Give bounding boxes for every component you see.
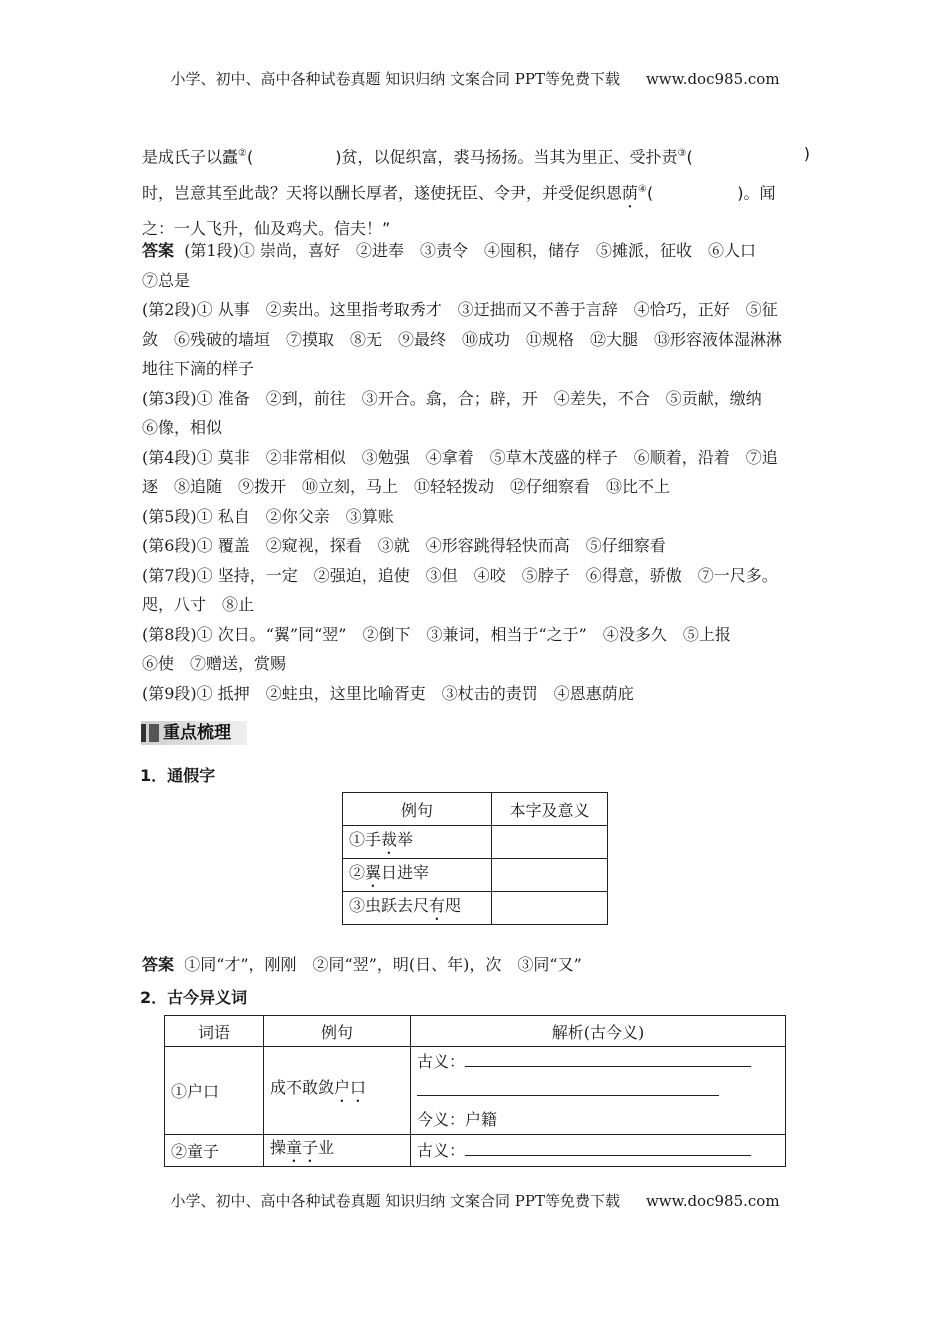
dotted-char: 翼 [365,862,382,882]
table-row [343,826,608,859]
dotted-char: 有 [429,895,446,915]
answer-text: ①同“才”，刚刚 ②同“翌”，明(日、年)，次 ③同“又” [184,955,582,974]
answer-blank[interactable] [465,1139,751,1156]
answer-row: (第5段)① 私自 ②你父亲 ③算账 [142,506,394,526]
answer-label: 答案 [142,955,175,974]
paren-open: ( [686,147,693,167]
answer-row: (第2段)① 从事 ②卖出。这里指考取秀才 ③迂拙而又不善于言辞 ④恰巧，正好 ⑤征 [142,300,778,319]
jin-line: 今义：户籍 [417,1110,498,1129]
example-cell [343,892,492,925]
footer-url[interactable]: www.doc985.com [645,1192,780,1210]
page-header [0,68,950,89]
answer-text: (第1段)① 崇尚，喜好 ②进奉 ③责令 ④囤积，储存 ⑤摊派，征收 ⑥人口 [184,241,756,260]
answer-blank[interactable] [465,1050,751,1067]
answer-row: (第3段)① 准备 ②到，前往 ③开合。翕，合；辟，开 ④差失，不合 ⑤贡献，缴纳 [142,388,762,408]
answer-row: ⑦总是 [142,270,191,290]
passage-text: 时，岂意其至此哉？天将以酬长厚者，遂使抚臣、令尹，并受促织恩 [142,183,623,203]
word-cell: ②童子 [165,1135,264,1167]
answer-row: 咫，八寸 ⑧止 [142,595,255,614]
column-header: 本字及意义 [492,793,608,826]
answer-row [142,950,810,980]
cell-text: 操 [270,1138,287,1157]
example-cell [264,1135,411,1167]
gu-line [417,1047,779,1076]
column-header: 词语 [165,1016,264,1047]
dotted-char: 户口 [334,1078,367,1097]
footer-text: 小学、初中、高中各种试卷真题 知识归纳 文案合同 PPT等免费下载 [170,1192,620,1210]
analysis-cell [411,1135,786,1167]
answer-row: 敛 ⑥残破的墙垣 ⑦摸取 ⑧无 ⑨最终 ⑩成功 ⑪规格 ⑫大腿 ⑬形容液体湿淋淋 [142,329,783,349]
paren-open: ( [246,147,254,167]
column-header: 解析(古今义) [411,1016,786,1047]
section-marker [149,724,159,742]
dotted-char: 裁 [381,829,398,849]
example-cell [343,859,492,892]
page-footer [0,1190,950,1211]
subheading-tongjiazi: 1．通假字 [140,766,216,785]
table-row [343,892,608,925]
analysis-cell [411,1047,786,1135]
passage-line-1 [142,139,810,171]
header-text: 小学、初中、高中各种试卷真题 知识归纳 文案合同 PPT等免费下载 [170,70,620,88]
paren-open: ( [647,183,654,203]
gu-line-cont [417,1076,779,1105]
cell-text: 业 [318,1138,335,1157]
subheading-gujinyiyi: 2．古今异义词 [140,988,248,1007]
answer-row: (第6段)① 覆盖 ②窥视，探看 ③就 ④形容跳得轻快而高 ⑤仔细察看 [142,536,666,555]
cell-text: 举 [397,829,414,849]
passage-line-2 [142,175,810,211]
cell-text: 成不敢敛 [270,1078,335,1097]
answer-row: (第4段)① 莫非 ②非常相似 ③勉强 ④拿着 ⑤草木茂盛的样子 ⑥顺着，沿着 ⑦追 [142,447,778,467]
answer-row [142,236,810,266]
cell-text: 咫 [445,895,462,915]
answer-cell[interactable] [492,826,608,859]
gu-label: 古义： [417,1141,466,1160]
answer-row: 逐 ⑧追随 ⑨拨开 ⑩立刻，马上 ⑪轻轻拨动 ⑫仔细察看 ⑬比不上 [142,477,671,496]
gu-label: 古义： [417,1052,466,1071]
passage [142,139,810,243]
table-row [165,1135,786,1167]
note-ref: ③ [677,148,687,159]
table-header-row [343,793,608,826]
dotted-char: 荫 [622,183,639,203]
answer-cell[interactable] [492,892,608,925]
answer-row: ⑥使 ⑦赠送，赏赐 [142,654,287,673]
tongjiazi-table [342,792,608,925]
answer-label: 答案 [142,241,175,260]
answer-cell[interactable] [492,859,608,892]
passage-text: )。闻 [737,183,776,203]
answer-blank[interactable] [417,1079,719,1096]
example-cell [264,1047,411,1135]
passage-text: )贫，以促织富，裘马扬扬。当其为里正、受扑责 [335,147,678,167]
passage-text: 之：一人飞升，仙及鸡犬。信夫！” [142,218,391,238]
cell-text: ①手 [349,829,382,849]
word-cell: ①户口 [165,1047,264,1135]
gujinyiyi-table [164,1015,786,1167]
section-marker [141,724,146,742]
column-header: 例句 [343,793,492,826]
header-url[interactable]: www.doc985.com [645,70,780,88]
section-title: 重点梳理 [163,723,231,743]
table-header-row [165,1016,786,1047]
passage-seg [142,175,776,211]
example-cell [343,826,492,859]
answer-row: 地往下滴的样子 [142,359,255,378]
passage-text: 是成氏子以蠹 [142,147,239,167]
dotted-char: 童子 [286,1138,319,1157]
passage-seg [142,139,693,171]
table-row [165,1047,786,1135]
table-row [343,859,608,892]
tongjiazi-answer [142,950,810,980]
answer-block [142,236,810,708]
note-ref: ② [238,148,247,159]
note-ref: ④ [638,184,647,196]
cell-text: ② [349,862,366,882]
answer-row: ⑥像，相似 [142,418,223,437]
cell-text: ③虫跃去尺 [349,895,430,915]
cell-text: 日进宰 [381,862,430,882]
section-heading [141,721,247,745]
answer-row: (第8段)① 次日。“翼”同“翌” ②倒下 ③兼词，相当于“之于” ④没多久 ⑤上报 [142,624,731,644]
answer-row: (第9段)① 抵押 ②蛀虫，这里比喻胥吏 ③杖击的责罚 ④恩惠荫庇 [142,683,634,703]
paren-close: ) [803,144,810,163]
column-header: 例句 [264,1016,411,1047]
answer-row: (第7段)① 坚持，一定 ②强迫，追使 ③但 ④咬 ⑤脖子 ⑥得意，骄傲 ⑦一尺多。 [142,565,778,585]
gu-line [417,1136,779,1165]
